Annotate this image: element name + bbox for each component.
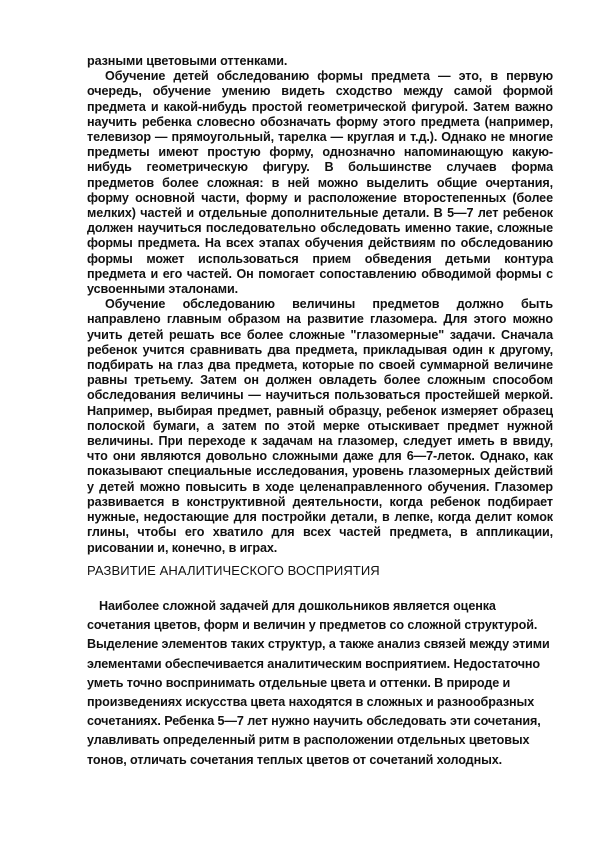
text-block-main (87, 54, 553, 556)
text-block-section (87, 597, 557, 770)
paragraph-continuation: разными цветовыми оттенками. (87, 54, 288, 68)
paragraph-analytical-perception: Наиболее сложной задачей для дошкольников является оценка сочетания цветов, форм и величин у предметов со сложной структурой. Выделение элементов таких структур, а также анализ связей между этими элементами обеспечивается аналитическим восприятием. Недостаточно уметь точно воспринимать отдельные цвета и оттенки. В природе и произведениях искусства цвета находятся в сложных и разнообразных сочетаниях. Ребенка 5—7 лет нужно научить обследовать эти сочетания, улавливать определенный ритм в расположении отдельных цветовых тонов, отличать сочетания теплых цветов от сочетаний холодных. (87, 599, 550, 767)
section-heading: РАЗВИТИЕ АНАЛИТИЧЕСКОГО ВОСПРИЯТИЯ (87, 563, 380, 578)
paragraph-size-examination: Обучение обследованию величины предметов должно быть направлено главным образом на развитие глазомера. Для этого можно учить детей решать все более сложные "глазомерные" задачи. Сначала ребенок учится сравнивать два предмета, прикладывая один к другому, подбирать на глаз два предмета, которые по своей суммарной величине равны третьему. Затем он должен овладеть более сложным способом обследования величины — научиться пользоваться простейшей меркой. Например, выбирая предмет, равный образцу, ребенок измеряет образец полоской бумаги, а затем по этой мерке отыскивает предмет нужной величины. При переходе к задачам на глазомер, следует иметь в ввиду, что они являются довольно сложными даже для 6—7-леток. Однако, как показывают специальные исследования, уровень глазомерных действий у детей можно повысить в ходе целенаправленного обучения. Глазомер развивается в конструктивной деятельности, когда ребенок подбирает нужные, недостающие для постройки детали, в лепке, когда делит комок глины, чтобы его хватило для всех частей предмета, в аппликации, рисовании и, конечно, в играх. (87, 297, 553, 555)
paragraph-form-examination: Обучение детей обследованию формы предмета — это, в первую очередь, обучение умению видеть сходство между самой формой предмета и какой-нибудь простой геометрической фигурой. Затем важно научить ребенка словесно обозначать форму этого предмета (например, телевизор — прямоугольный, тарелка — круглая и т.д.). Однако не многие предметы имеют простую форму, однозначно напоминающую какую-нибудь геометрическую фигуру. В большинстве случаев форма предметов более сложная: в ней можно выделить общие очертания, форму основной части, форму и расположение второстепенных (более мелких) частей и отдельные дополнительные детали. В 5—7 лет ребенок должен научиться последовательно обследовать именно такие, сложные формы предмета. На всех этапах обучения действиям по обследованию формы может использоваться прием обведения детьми контура предмета и его частей. Он помогает сопоставлению обводимой формы с усвоенными эталонами. (87, 69, 553, 297)
